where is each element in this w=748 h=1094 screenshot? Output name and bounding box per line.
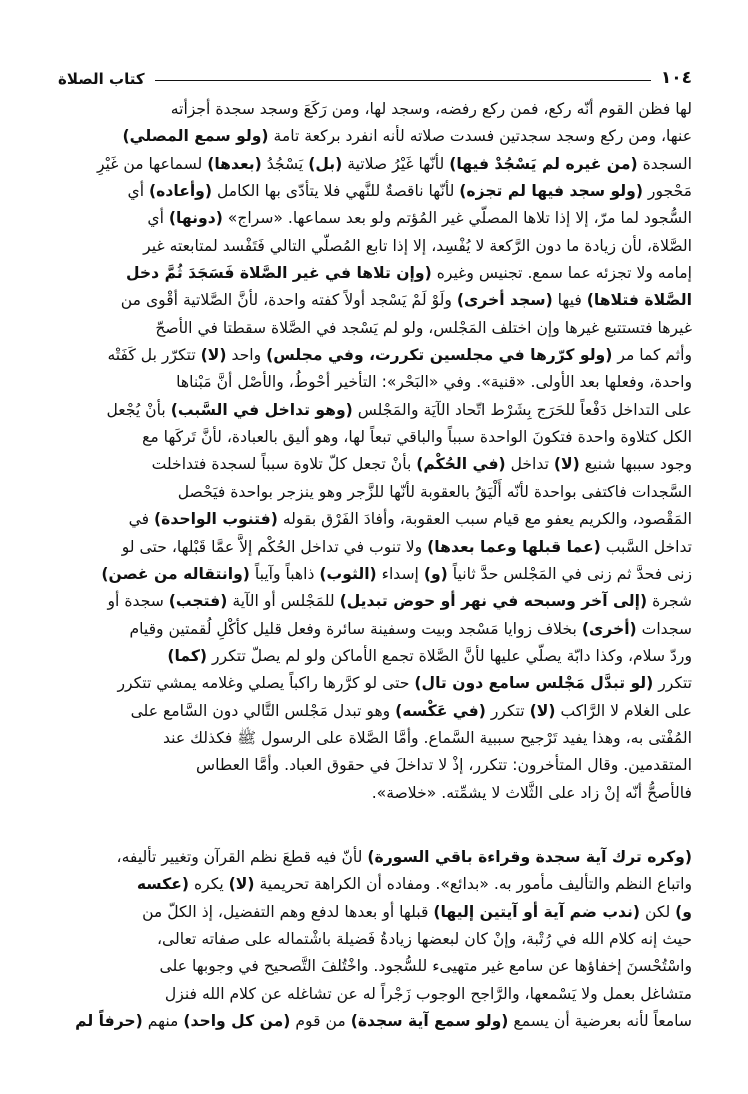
text-line: وردّ سلام، وكذا دابّة يصلّي عليها لأنَّ الصَّلاة تجمع الأماكن ولو لم يصلّ تتكرر (كما): [167, 646, 692, 665]
text-line: السُّجود لما مرّ، إلا إذا تلاها المصلّي غير المُؤتم ولو بعد سماعها. «سراج» (دونها) أي: [147, 209, 692, 228]
text-line: المتقدمين. وقال المتأخرون: تتكرر، إذْ لا تداخلَ في حقوق العباد. وأمَّا العطاس: [196, 756, 692, 775]
paragraph-skipping-sajda-verse: [58, 844, 692, 1035]
text-line: على التداخل دَفْعاً للحَرَج بِشَرْط اتّحاد الآيَة والمَجْلس (وهو تداخل في السَّبب) بأنْ يُجْعل: [106, 400, 692, 419]
text-line: إمامه ولا تجزئه عما سمع. تجنيس وغيره (وإن تلاها في غير الصَّلاة فَسَجَدَ ثُمَّ دخل: [126, 264, 692, 283]
text-line: على الغلام لا الرَّاكب (لا) تتكرر (في عَكْسه) وهو تبدل مَجْلس التَّالي دون السَّامع على: [130, 701, 692, 720]
text-line: زنى فحدَّ ثم زنى في المَجْلس حدَّ ثانياً (و) إسداء (الثوب) ذاهباً وآيباً (وانتقاله من غصن): [101, 564, 692, 583]
text-line: المَقْصود، والكريم يعفو مع قيام سبب العقوبة، وأفادَ الفَرْق بقوله (فتنوب الواحدة) في: [128, 510, 692, 529]
text-line: سامعاً لأنه بعرضية أن يسمع (ولو سمع آية سجدة) من قوم (من كل واحد) منهم (حرفاً لم: [75, 1012, 692, 1031]
text-line: وجود سببها شنيع (لا) تداخل (في الحُكْم) بأنْ تجعل كلّ تلاوة سبباً لسجدة فتداخلت: [151, 455, 692, 474]
text-line: واحدة، وفعلها بعد الأولى. «قنية». وفي «البَحْر»: التأخير أحْوطُ، والأصْل أنَّ مَبْناها: [176, 373, 692, 392]
text-line: واتباع النظم والتأليف مأمور به. «بدائع». ومفاده أن الكراهة تحريمية (لا) يكره (عكسه: [136, 875, 692, 894]
text-line: وأثم كما مر (ولو كرّرها في مجلسين تكررت، وفي مجلس) واحد (لا) تتكرّر بل كَفَتْه: [107, 346, 692, 365]
text-line: (وكره ترك آية سجدة وقراءة باقي السورة) لأنّ فيه قطعَ نظم القرآن وتغيير تأليفه،: [116, 848, 692, 866]
text-line: فالأصحُّ أنّه إنْ زاد على الثَّلاث لا يشمِّته. «خلاصة».: [371, 783, 692, 802]
text-line: شجرة (إلى آخر وسبحه في نهر أو حوض تبديل) للمَجْلس أو الآية (فتجب) سجدة أو: [107, 592, 692, 611]
running-header: [58, 60, 692, 88]
text-line: عنها، ومن ركع وسجد سجدتين فسدت صلاته لأنه انفرد بركعة تامة (ولو سمع المصلي): [122, 127, 692, 146]
text-line: و) لكن (ندب ضم آية أو آيتين إليها) قبلها أو بعدها لدفع وهم التفضيل، إذ الكلّ من: [142, 902, 692, 921]
text-line: تتكرر (لو تبدَّل مَجْلس سامع دون تال) حتى لو كرَّرها راكباً يصلي وغلامه يمشي تتكرر: [117, 674, 692, 693]
text-line: متشاغل بعمل ولا يَسْمعها، والرَّاجح الوجوب زَجْراً له عن تشاغله عن كلام الله فنزل: [164, 984, 692, 1003]
text-line: السَّجدات فاكتفى بواحدة لأنّه أَلْيَقُ بالعقوبة لأنّها للزَّجر وهو ينزجر بواحدة فيَحْصل: [177, 482, 692, 501]
text-line: الصَّلاة فتلاها) فيها (سجد أخرى) ولَوْ لَمْ يَسْجد أولاً كفته واحدة، لأنَّ الصَّلاتية أقْوى من: [120, 291, 692, 310]
paragraph-sajda-repetition: [58, 96, 692, 807]
text-line: السجدة (من غيره لم يَسْجُدْ فيها) لأنّها غَيْرُ صلاتية (بل) يَسْجُدُ (بعدها) لسماعها من غَيْرِ: [96, 154, 692, 173]
text-line: لها فظن القوم أنّه ركع، فمن ركع رفضه، وسجد لها، ومن رَكَعَ وسجد سجدة أجزأته: [170, 100, 692, 118]
text-line: المُفْتى به، وهذا يفيد تَرْجيح سببية السَّماع. وأمَّا الصَّلاة على الرسول ﷺ فكذلك عند: [163, 728, 692, 747]
text-line: غيرها فتستتبع غيرها وإن اختلف المَجْلس، ولو لم يَسْجد في الصَّلاة سقطتا في الأصحّ: [155, 318, 692, 337]
header-rule: [155, 80, 651, 81]
page-number: ١٠٤: [660, 68, 692, 88]
text-line: الكل كتلاوة واحدة فتكونَ الواحدة سبباً والباقي تبعاً لها، وهو أليق بالعبادة، لأنَّ تَركَها مع: [142, 428, 692, 447]
text-line: مَحْجور (ولو سجد فيها لم تجزه) لأنّها ناقصةٌ للنَّهي فلا يتأدّى بها الكامل (وأعاده) أي: [127, 182, 692, 201]
chapter-title: كتاب الصلاة: [58, 70, 145, 88]
text-line: واسْتُحْسنَ إخفاؤها عن سامع غير متهيىء للسُّجود. واخْتُلفَ التَّصحيح في وجوبها على: [159, 957, 692, 976]
text-line: تداخل السَّبب (عما قبلها وعما بعدها) ولا تنوب في تداخل الحُكْم إلاَّ عمَّا قَبْلها، حتى لو: [121, 537, 692, 556]
text-line: حيث إنه كلام الله في رُتْبة، وإنْ كان لبعضها زيادةُ فَضيلة باشْتماله على صفاته تعالى،: [157, 930, 692, 949]
text-line: سجدات (أخرى) بخلاف زوايا مَسْجد وبيت وسفينة سائرة وفعل قليل كأكْلِ لُقمتين وقيام: [129, 619, 692, 638]
text-line: الصَّلاة، لأن زيادة ما دون الرَّكعة لا يُفْسِد، إلا إذا تابع المُصلّي التالي فَتَفْسد لمتابعته غير: [143, 236, 692, 255]
